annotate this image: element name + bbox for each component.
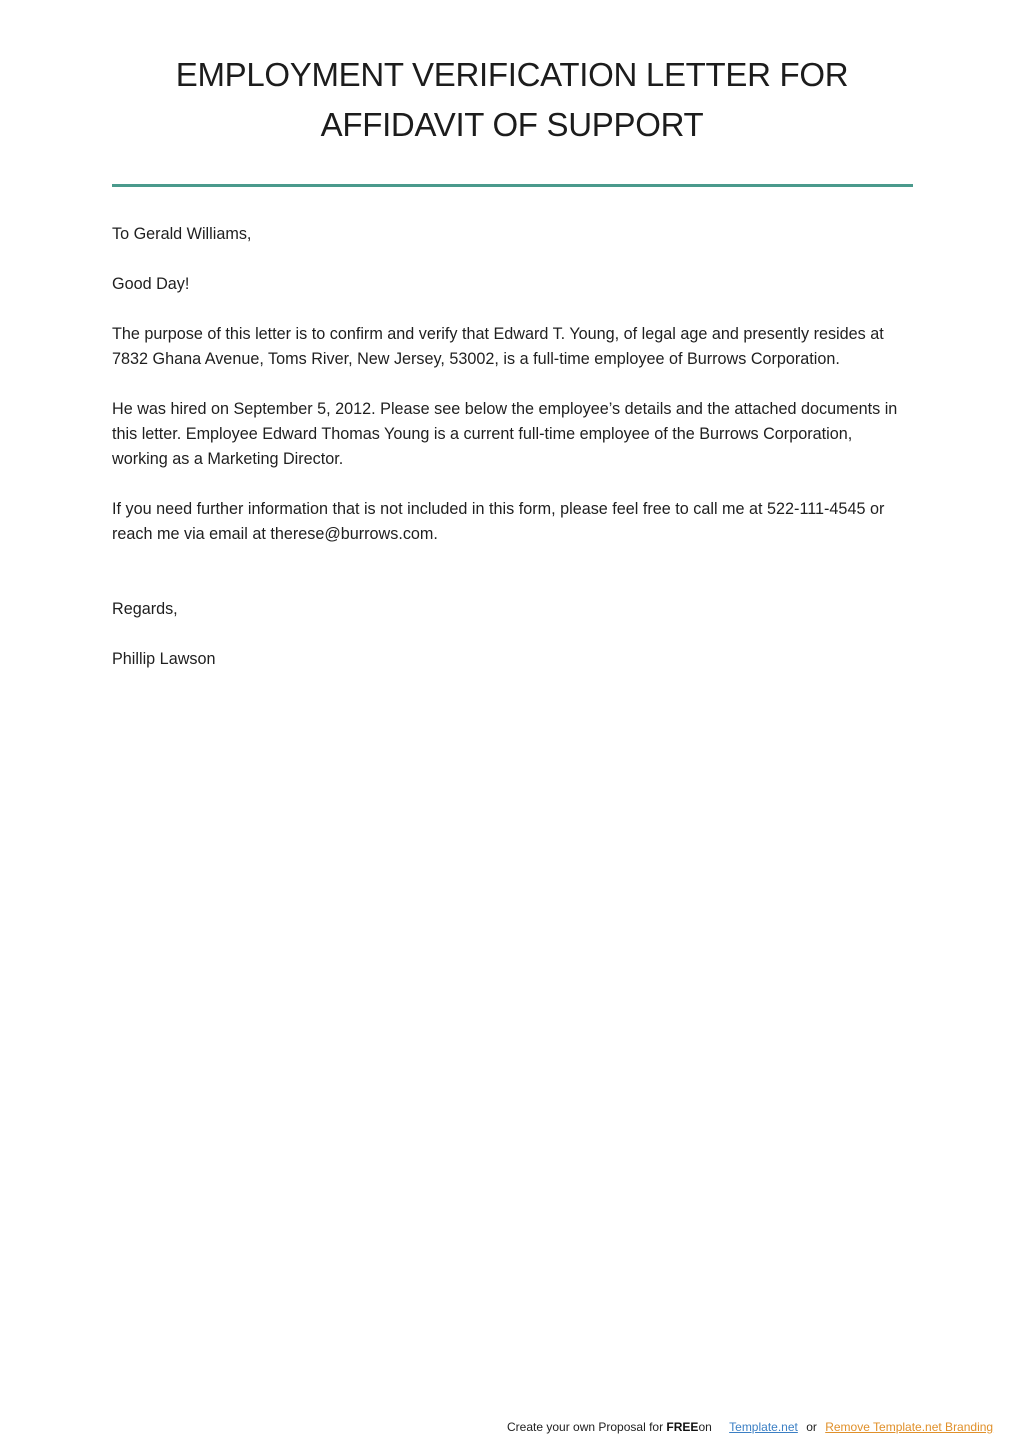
- footer-or: or: [806, 1420, 817, 1434]
- paragraph-contact: If you need further information that is not included in this form, please feel free to call me at 522-111-4545 or reach me via email at therese@burrows.com.: [112, 500, 885, 543]
- branding-footer: [507, 1418, 993, 1436]
- template-net-link[interactable]: Template.net: [729, 1420, 798, 1434]
- remove-branding-link[interactable]: Remove Template.net Branding: [825, 1420, 994, 1434]
- greeting: Good Day!: [112, 275, 190, 293]
- signature-name: Phillip Lawson: [112, 650, 216, 668]
- paragraph-hire-details: He was hired on September 5, 2012. Please see below the employee’s details and the attached documents in this letter. Employee Edward Thomas Young is a current full-time employee of the Burrows Corporation, working as a Marketing Director.: [112, 400, 898, 468]
- salutation: To Gerald Williams,: [112, 225, 252, 243]
- title-line-2: AFFIDAVIT OF SUPPORT: [320, 106, 704, 143]
- paragraph-purpose: The purpose of this letter is to confirm and verify that Edward T. Young, of legal age and presently resides at 7832 Ghana Avenue, Toms River, New Jersey, 53002, is a full-time employee of Burrows Corporation.: [112, 325, 884, 368]
- footer-on: on: [698, 1420, 712, 1434]
- title-line-1: EMPLOYMENT VERIFICATION LETTER FOR: [175, 56, 849, 93]
- closing: Regards,: [112, 600, 178, 618]
- title-divider: [112, 184, 913, 187]
- letter-body: [112, 222, 912, 697]
- footer-free: FREE: [666, 1420, 699, 1434]
- footer-prefix: Create your own Proposal for: [507, 1420, 667, 1434]
- document-title: [112, 50, 912, 150]
